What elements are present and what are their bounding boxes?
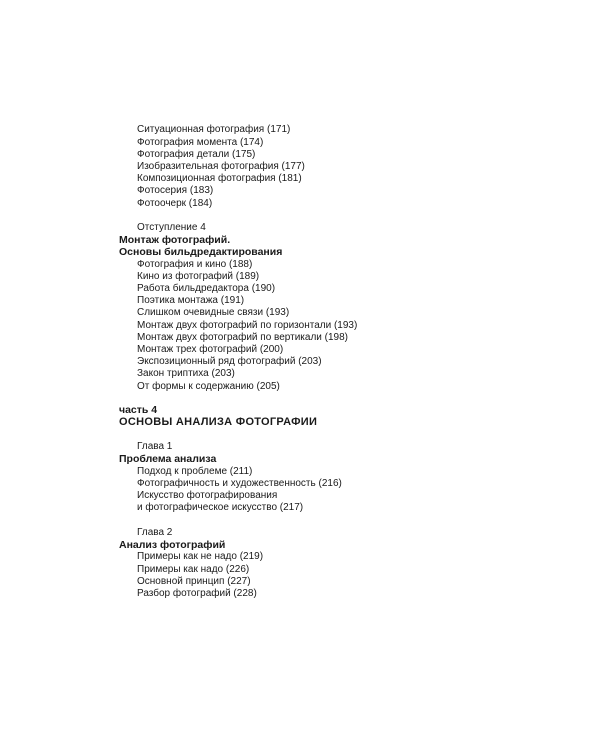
section-title-line1: Монтаж фотографий.: [119, 234, 231, 246]
section-title-line2: Основы бильдредактирования: [119, 246, 283, 258]
toc-entry: Монтаж двух фотографий по горизонтали (193): [137, 320, 358, 331]
digression-label: Отступление 4: [137, 222, 206, 233]
toc-entry: Поэтика монтажа (191): [137, 295, 245, 306]
toc-entry: Изобразительная фотография (177): [137, 161, 305, 172]
toc-entry: Монтаж трех фотографий (200): [137, 344, 284, 355]
toc-entry: Фотосерия (183): [137, 185, 214, 196]
toc-entry: Фотоочерк (184): [137, 198, 213, 209]
toc-entry: Примеры как надо (226): [137, 564, 250, 575]
toc-entry: Фотография момента (174): [137, 137, 264, 148]
chapter-title: Анализ фотографий: [119, 539, 226, 551]
toc-entry: и фотографическое искусство (217): [137, 502, 304, 513]
toc-entry: Подход к проблеме (211): [137, 466, 253, 477]
toc-entry: Фотография детали (175): [137, 149, 256, 160]
toc-entry: Основной принцип (227): [137, 576, 251, 587]
toc-entry: Слишком очевидные связи (193): [137, 307, 290, 318]
toc-entry: Закон триптиха (203): [137, 368, 235, 379]
toc-entry: Монтаж двух фотографий по вертикали (198): [137, 332, 349, 343]
chapter-label: Глава 1: [137, 441, 173, 452]
toc-entry: Экспозиционный ряд фотографий (203): [137, 356, 322, 367]
toc-entry: Разбор фотографий (228): [137, 588, 257, 599]
chapter-title: Проблема анализа: [119, 453, 217, 465]
toc-entry: Композиционная фотография (181): [137, 173, 302, 184]
toc-entry: Работа бильдредактора (190): [137, 283, 276, 294]
part-label: часть 4: [119, 404, 158, 416]
toc-entry: Искусство фотографирования: [137, 490, 278, 501]
toc-entry: Фотография и кино (188): [137, 259, 253, 270]
toc-entry: Примеры как не надо (219): [137, 551, 264, 562]
toc-entry: Кино из фотографий (189): [137, 271, 260, 282]
toc-entry: Ситуационная фотография (171): [137, 124, 291, 135]
part-title: ОСНОВЫ АНАЛИЗА ФОТОГРАФИИ: [119, 416, 318, 428]
toc-entry: От формы к содержанию (205): [137, 381, 280, 392]
chapter-label: Глава 2: [137, 527, 173, 538]
toc-entry: Фотографичность и художественность (216): [137, 478, 342, 489]
